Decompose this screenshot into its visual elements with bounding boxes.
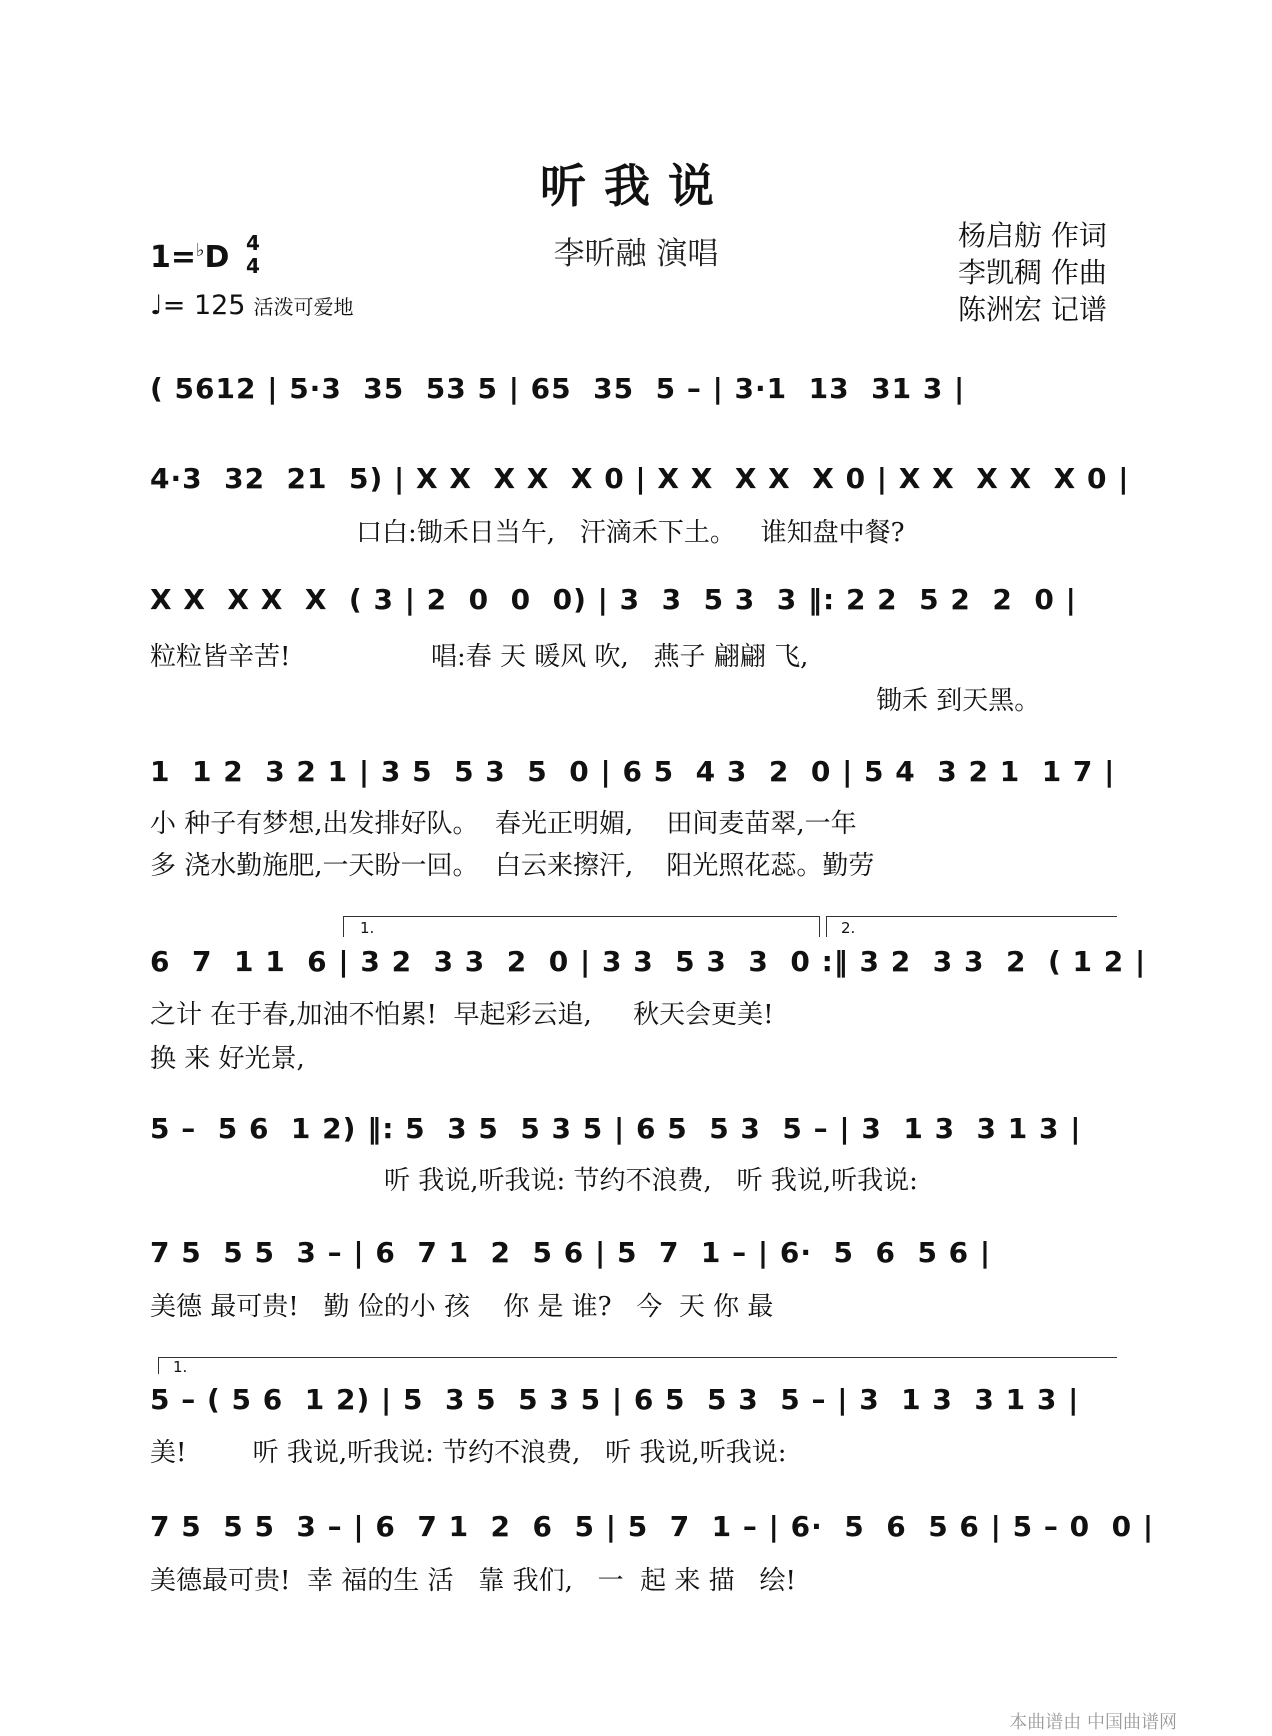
notation-line-1: ( 5612 | 5·3 35 53 5 | 65 35 5 – | 3·1 13 31 3 | (150, 372, 966, 405)
volta-bracket-1 (343, 916, 820, 937)
song-title: 听我说 (540, 159, 732, 213)
lyric-line-4a: 小 种子有梦想,出发排好队。 春光正明媚, 田间麦苗翠,一年 (150, 809, 857, 839)
notation-line-2: 4·3 32 21 5) | X X X X X 0 | X X X X X 0 | X X X X X 0 | (150, 462, 1130, 495)
lyric-line-6a: 听 我说,听我说: 节约不浪费, 听 我说,听我说: (384, 1166, 918, 1196)
credits-block (958, 217, 1107, 328)
notation-line-5: 6 7 1 1 6 | 3 2 3 3 2 0 | 3 3 5 3 3 0 :‖ 3 2 3 3 2 ( 1 2 | (150, 945, 1147, 978)
key-note: D (204, 240, 230, 275)
volta-bracket-3 (158, 1357, 1117, 1374)
lyric-line-3b: 锄禾 到天黑。 (876, 686, 1041, 716)
tempo-marking (150, 290, 353, 321)
volta-label-2: 2. (841, 919, 856, 937)
transcriber-credit: 陈洲宏 记谱 (958, 293, 1107, 326)
lyric-line-5a: 之计 在于春,加油不怕累! 早起彩云追, 秋天会更美! (150, 1000, 774, 1030)
composer-credit: 李凯稠 作曲 (958, 256, 1107, 289)
time-signature-top: 4 (246, 231, 260, 255)
notation-line-3: X X X X X ( 3 | 2 0 0 0) | 3 3 5 3 3 ‖: 2 2 5 2 2 0 | (150, 583, 1077, 616)
time-signature (246, 232, 260, 278)
lyric-line-2a: 口白:锄禾日当午, 汗滴禾下土。 谁知盘中餐? (356, 518, 905, 548)
key-signature (150, 240, 229, 275)
lyric-line-4b: 多 浇水勤施肥,一天盼一回。 白云来擦汗, 阳光照花蕊。勤劳 (150, 851, 875, 881)
volta-label-3: 1. (173, 1358, 188, 1376)
tempo-style: 活泼可爱地 (253, 295, 354, 319)
footer-watermark: 本曲谱由 中国曲谱网 (1009, 1712, 1177, 1733)
tempo-value: ♩= 125 (150, 290, 246, 321)
lyric-line-3a: 粒粒皆辛苦! 唱:春 天 暖风 吹, 燕子 翩翩 飞, (150, 642, 809, 672)
volta-bracket-2 (826, 916, 1117, 937)
lyric-line-7a: 美德 最可贵! 勤 俭的小 孩 你 是 谁? 今 天 你 最 (150, 1292, 774, 1322)
lyric-line-5b: 换 来 好光景, (150, 1044, 305, 1074)
flat-sign: ♭ (196, 240, 205, 261)
notation-line-4: 1 1 2 3 2 1 | 3 5 5 3 5 0 | 6 5 4 3 2 0 | 5 4 3 2 1 1 7 | (150, 755, 1116, 788)
time-signature-bottom: 4 (246, 254, 260, 278)
key-prefix: 1= (150, 240, 197, 275)
singer-credit: 李昕融 演唱 (553, 236, 719, 272)
notation-line-6: 5 – 5 6 1 2) ‖: 5 3 5 5 3 5 | 6 5 5 3 5 – | 3 1 3 3 1 3 | (150, 1112, 1082, 1145)
notation-line-9: 7 5 5 5 3 – | 6 7 1 2 6 5 | 5 7 1 – | 6· 5 6 5 6 | 5 – 0 0 | (150, 1510, 1155, 1543)
notation-line-7: 7 5 5 5 3 – | 6 7 1 2 5 6 | 5 7 1 – | 6· 5 6 5 6 | (150, 1236, 992, 1269)
volta-label-1: 1. (360, 919, 375, 937)
lyric-line-8a: 美! 听 我说,听我说: 节约不浪费, 听 我说,听我说: (150, 1438, 787, 1468)
lyric-line-9a: 美德最可贵! 幸 福的生 活 靠 我们, 一 起 来 描 绘! (150, 1566, 796, 1596)
notation-line-8: 5 – ( 5 6 1 2) | 5 3 5 5 3 5 | 6 5 5 3 5 – | 3 1 3 3 1 3 | (150, 1383, 1080, 1416)
lyricist-credit: 杨启舫 作词 (958, 219, 1107, 252)
